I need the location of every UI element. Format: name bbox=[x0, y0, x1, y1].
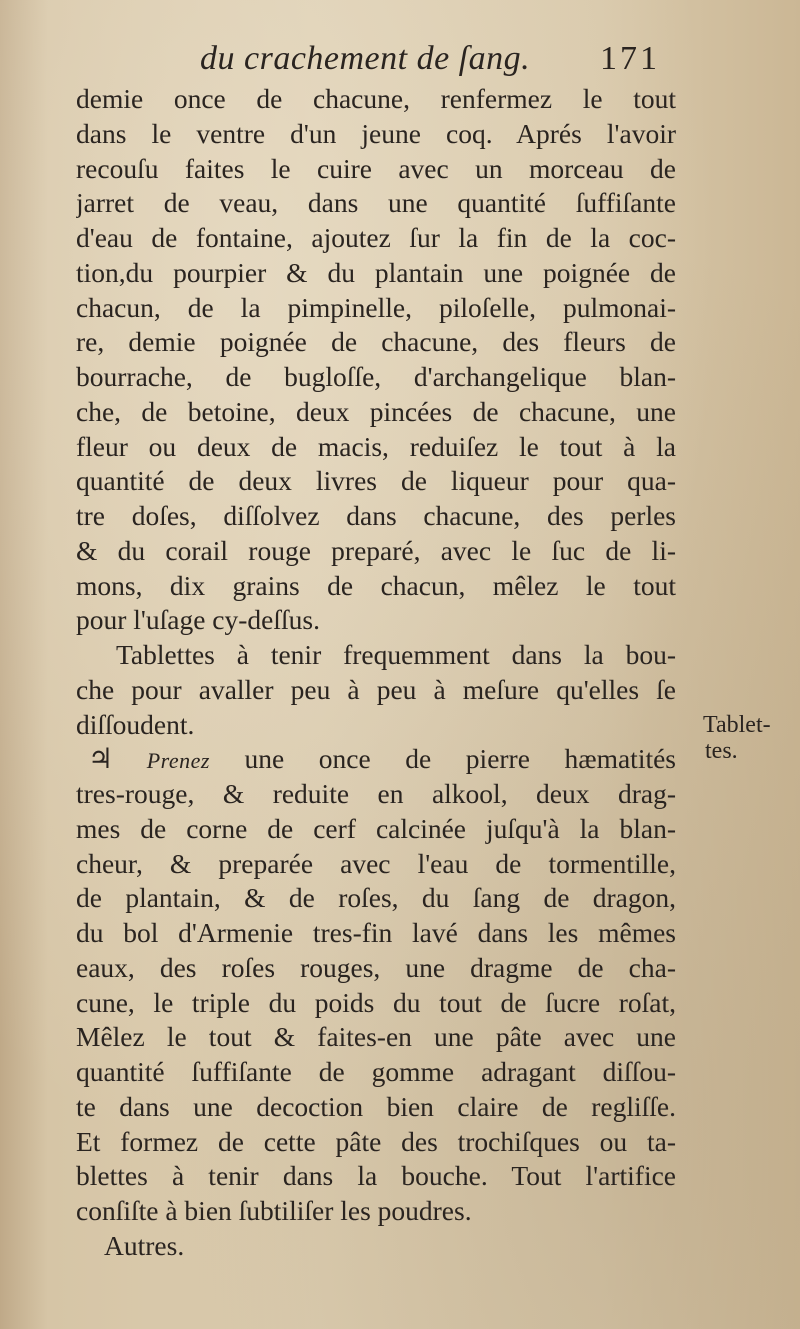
text-line: jarret de veau, dans une quantité ſuffiſante bbox=[76, 187, 676, 219]
running-title: du crachement de ſang. bbox=[200, 40, 531, 77]
text-line: dans le ventre d'un jeune coq. Aprés l'avoir bbox=[76, 117, 676, 149]
margin-note-line: Tablet- bbox=[703, 712, 771, 738]
text-line: quantité de deux livres de liqueur pour qua- bbox=[76, 465, 676, 497]
text-line: Et formez de cette pâte des trochiſques ou ta- bbox=[76, 1125, 676, 1157]
catchword: Autres. bbox=[104, 1229, 185, 1261]
text-line: cheur, & preparée avec l'eau de tormentille, bbox=[76, 847, 676, 879]
text-line: tion,du pourpier & du plantain une poignée de bbox=[76, 256, 676, 288]
text-line: pour l'uſage cy-deſſus. bbox=[76, 604, 320, 636]
recipe-verb: Prenez bbox=[146, 748, 210, 774]
text-line: conſiſte à bien ſubtiliſer les poudres. bbox=[76, 1195, 472, 1226]
text-line: Mêlez le tout & faites-en une pâte avec une bbox=[76, 1021, 676, 1053]
text-line: blettes à tenir dans la bouche. Tout l'artifice bbox=[76, 1160, 676, 1192]
text-line: diſſoudent. bbox=[76, 708, 195, 740]
text-line: bourrache, de bugloſſe, d'archangelique blan- bbox=[76, 361, 676, 392]
text-line: mons, dix grains de chacun, mêlez le tout bbox=[76, 569, 676, 601]
text-line: re, demie poignée de chacune, des fleurs de bbox=[76, 326, 676, 358]
text-line: quantité ſuffiſante de gomme adragant diſſou- bbox=[76, 1056, 676, 1087]
margin-note bbox=[703, 712, 793, 764]
text-line: te dans une decoction bien claire de regliſſe. bbox=[76, 1090, 676, 1122]
text-line: cune, le triple du poids du tout de ſucre roſat, bbox=[76, 986, 676, 1018]
text-line: tres-rouge, & reduite en alkool, deux drag- bbox=[76, 778, 676, 809]
text-line: che pour avaller peu à peu à meſure qu'elles ſe bbox=[76, 673, 676, 705]
jupiter-recipe-symbol: ♃ bbox=[88, 744, 113, 776]
text-line: & du corail rouge preparé, avec le ſuc de li- bbox=[76, 534, 676, 566]
page-number: 171 bbox=[600, 40, 660, 77]
text-line: du bol d'Armenie tres-fin lavé dans les mêmes bbox=[76, 917, 676, 948]
text-line: chacun, de la pimpinelle, piloſelle, pulmonai- bbox=[76, 291, 676, 323]
text-line: che, de betoine, deux pincées de chacune, une bbox=[76, 395, 676, 427]
body-text bbox=[76, 82, 676, 1264]
text-line: mes de corne de cerf calcinée juſqu'à la blan- bbox=[76, 812, 676, 844]
text-line: fleur ou deux de macis, reduiſez le tout à la bbox=[76, 430, 676, 462]
text-line: d'eau de fontaine, ajoutez ſur la fin de la coc- bbox=[76, 222, 676, 253]
recipe-line bbox=[76, 742, 676, 777]
margin-note-line: tes. bbox=[705, 738, 738, 764]
text-line: eaux, des roſes rouges, une dragme de cha- bbox=[76, 951, 676, 983]
section-heading-line: Tablettes à tenir frequemment dans la bou- bbox=[116, 639, 676, 670]
text-line: recouſu faites le cuire avec un morceau de bbox=[76, 152, 676, 184]
text-line: tre doſes, diſſolvez dans chacune, des perles bbox=[76, 500, 676, 531]
text-line: de plantain, & de roſes, du ſang de dragon, bbox=[76, 882, 676, 914]
recipe-line-rest: une once de pierre hæmatités bbox=[209, 743, 676, 775]
text-line: demie once de chacune, renfermez le tout bbox=[76, 83, 676, 114]
